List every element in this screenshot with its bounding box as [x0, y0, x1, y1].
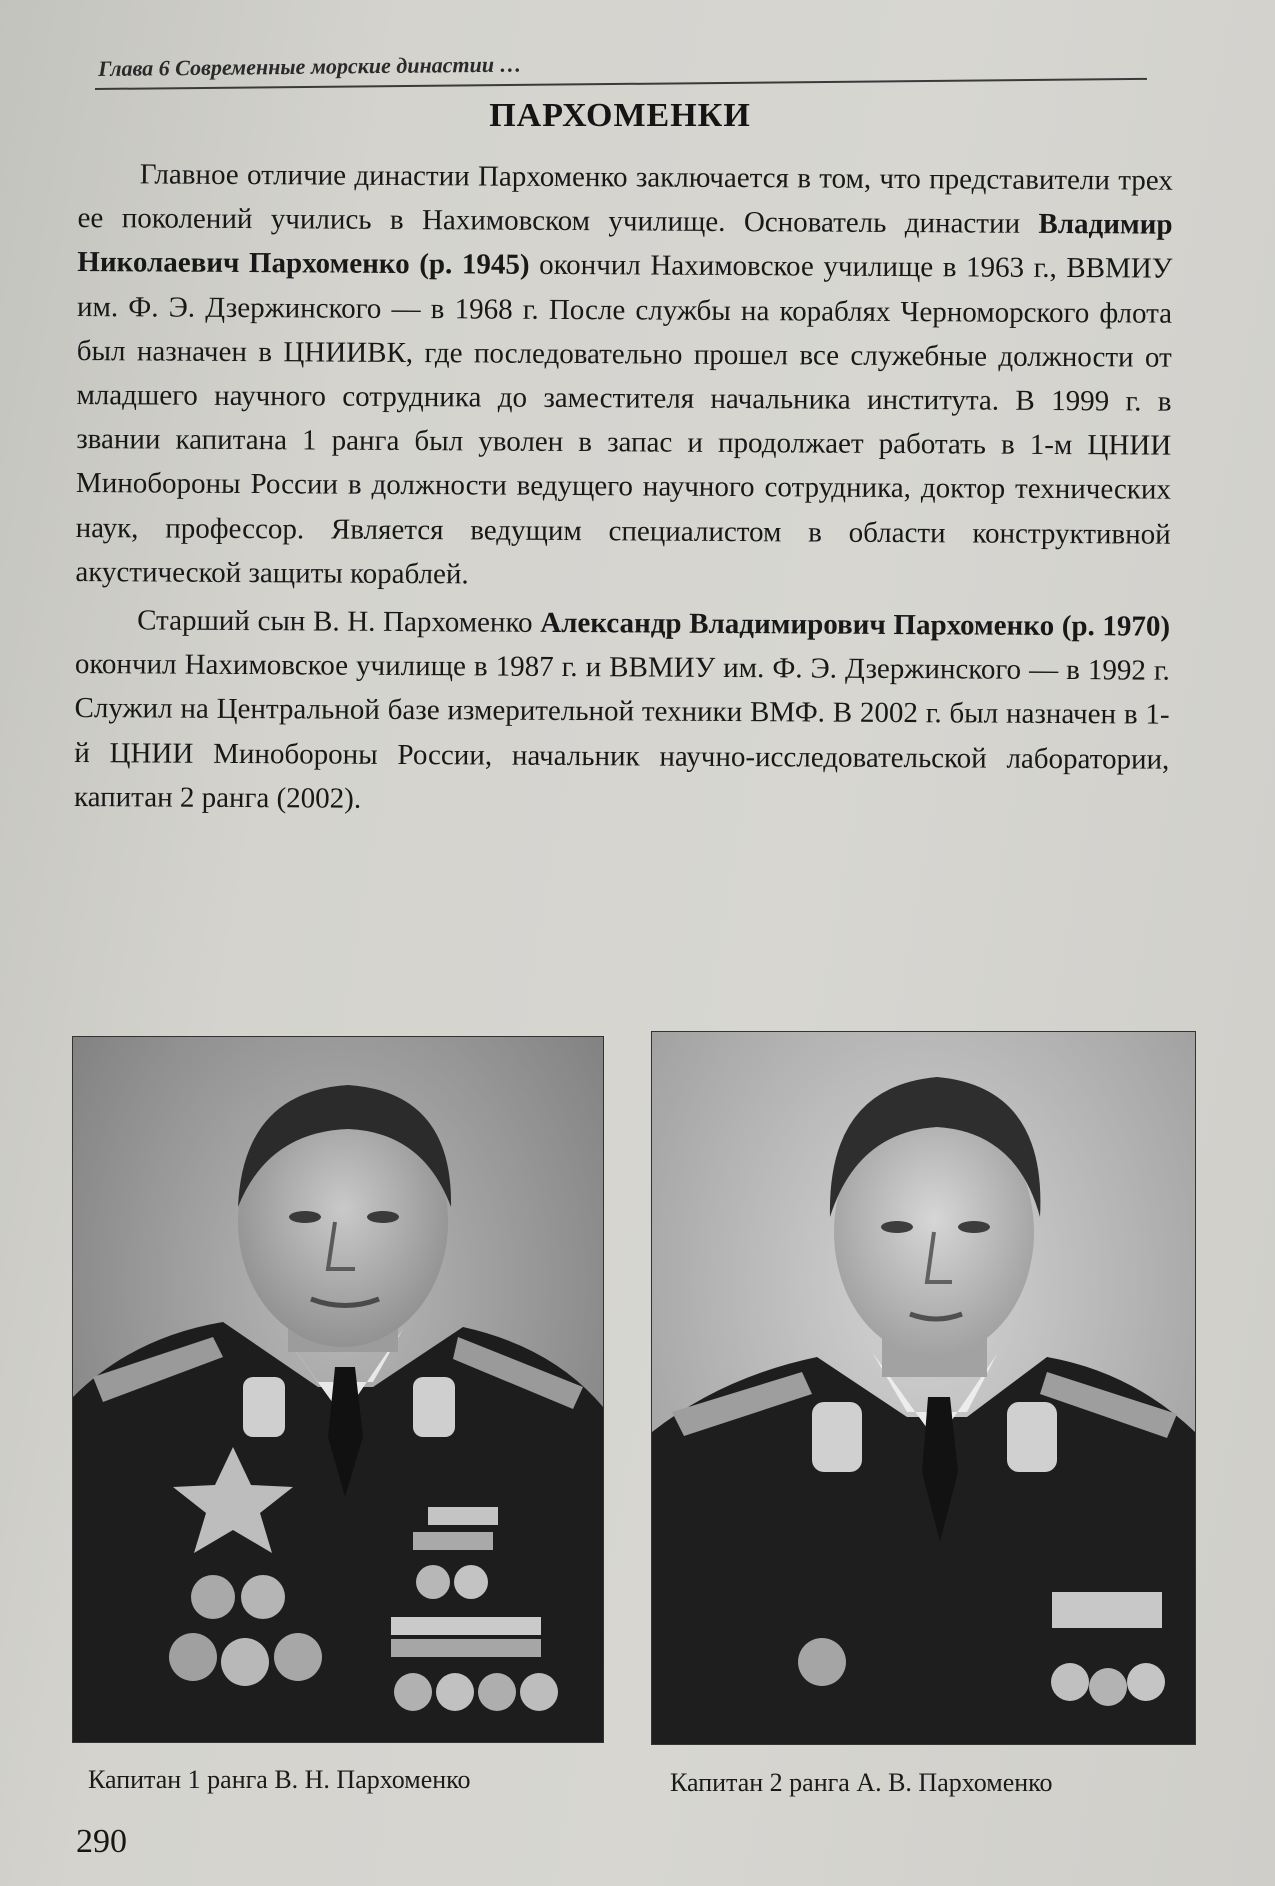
- paragraph-1-bold-name: Владимир Николаевич Пархоменко (р. 1945): [77, 208, 1173, 282]
- paragraph-2-text-a: Старший сын В. Н. Пархоменко: [137, 604, 541, 639]
- portrait-photo-left: [73, 1037, 603, 1742]
- portrait-left-image: [73, 1037, 603, 1742]
- portrait-photo-right: [652, 1032, 1195, 1744]
- paragraph-2: [74, 598, 1170, 826]
- paragraph-1: [75, 152, 1173, 601]
- body-text: [74, 152, 1173, 826]
- page-title: ПАРХОМЕНКИ: [489, 97, 751, 134]
- paragraph-1-text-b: окончил Нахимовское училище в 1963 г., ВВМИУ им. Ф. Э. Дзержинского — в 1968 г. После службы на кораблях Черноморского флота был назначен в ЦНИИВК, где последовательно прошел все служебные должности от младшего научного сотрудника до заместителя начальника института. В 1999 г. в звании капитана 1 ранга был уволен в запас и продолжает работать в 1-м ЦНИИ Минобороны России в должности ведущего научного сотрудника, доктор технических наук, профессор. Является ведущим специалистом в области конструктивной акустической защиты кораблей.: [75, 249, 1173, 591]
- portrait-right-image: [652, 1032, 1195, 1744]
- photo-caption-right: Капитан 2 ранга А. В. Пархоменко: [670, 1768, 1053, 1797]
- paragraph-2-bold-name: Александр Владимирович Пархоменко (р. 1970): [540, 606, 1171, 643]
- paragraph-2-text-b: окончил Нахимовское училище в 1987 г. и ВВМИУ им. Ф. Э. Дзержинского — в 1992 г. Служил на Центральной базе измерительной техники ВМФ. В 2002 г. был назначен в 1-й ЦНИИ Минобороны России, начальник научно-исследовательской лаборатории, капитан 2 ранга (2002).: [73, 648, 1170, 815]
- running-head: Глава 6 Современные морские династии …: [98, 51, 522, 81]
- photo-caption-left: Капитан 1 ранга В. Н. Пархоменко: [88, 1765, 471, 1794]
- paragraph-1-text-a: Главное отличие династии Пархоменко заключается в том, что представители трех ее поколений учились в Нахимовском училище. Основатель династии: [77, 158, 1173, 241]
- page-number: 290: [76, 1823, 127, 1860]
